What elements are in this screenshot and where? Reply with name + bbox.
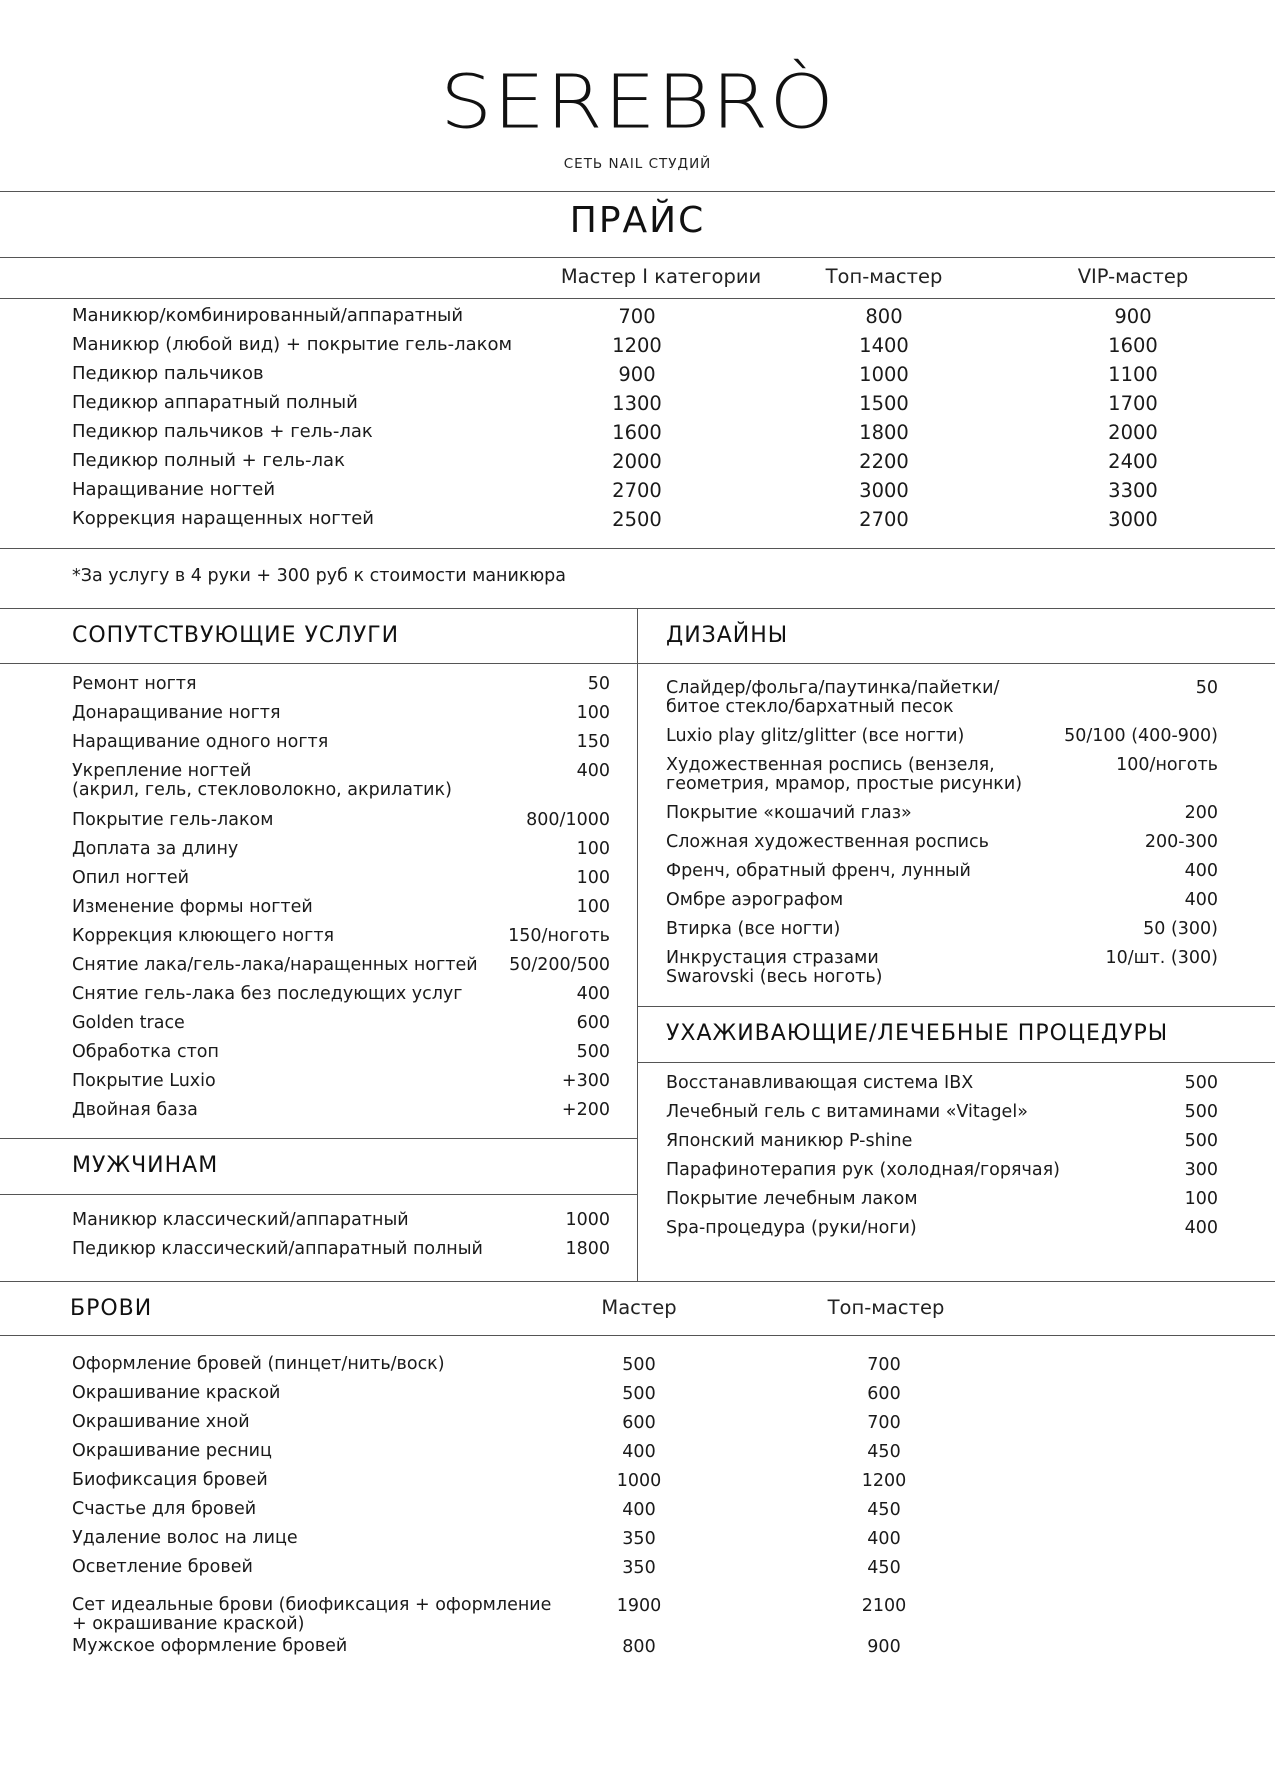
price-cell: 1700 [1108, 392, 1158, 415]
service-name: Педикюр классический/аппаратный полный [72, 1239, 483, 1259]
price-cell: 1100 [1108, 363, 1158, 386]
service-name: Ремонт ногтя [72, 674, 197, 694]
service-price: 150/ноготь [508, 926, 610, 946]
section-title-related: СОПУТСТВУЮЩИЕ УСЛУГИ [72, 623, 400, 648]
service-price: 500 [576, 1042, 610, 1062]
section-title-men: МУЖЧИНАМ [72, 1153, 219, 1178]
price-cell: 1200 [861, 1471, 907, 1491]
service-price: +300 [561, 1071, 610, 1091]
price-cell: 1400 [859, 334, 909, 357]
divider [0, 1194, 638, 1195]
service-name: Покрытие гель-лаком [72, 810, 274, 830]
column-header-top-master: Топ-мастер [825, 265, 943, 288]
service-name: Снятие лака/гель-лака/наращенных ногтей [72, 955, 478, 975]
section-title-designs: ДИЗАЙНЫ [666, 623, 789, 648]
service-name: Покрытие лечебным лаком [666, 1189, 918, 1209]
price-cell: 450 [867, 1558, 901, 1578]
price-cell: 800 [622, 1637, 656, 1657]
service-name: Покрытие Luxio [72, 1071, 216, 1091]
price-cell: 800 [865, 305, 903, 328]
service-price: 400 [1184, 1218, 1218, 1238]
price-cell: 350 [622, 1529, 656, 1549]
price-cell: 2700 [612, 479, 662, 502]
price-cell: 900 [867, 1637, 901, 1657]
price-cell: 500 [622, 1384, 656, 1404]
service-price: 50 [587, 674, 610, 694]
brand-tagline: СЕТЬ NAIL СТУДИЙ [563, 156, 712, 172]
price-cell: 2000 [612, 450, 662, 473]
service-price: 1800 [565, 1239, 610, 1259]
price-cell: 600 [867, 1384, 901, 1404]
column-header-master-1: Мастер I категории [560, 265, 762, 288]
service-name: Счастье для бровей [72, 1499, 257, 1519]
divider [0, 257, 1275, 258]
service-price: 800/1000 [526, 810, 610, 830]
service-price: 50/100 (400-900) [1064, 726, 1218, 746]
price-cell: 900 [1114, 305, 1152, 328]
divider [0, 663, 638, 664]
service-name: Доплата за длину [72, 839, 239, 859]
service-name: Педикюр полный + гель-лак [72, 450, 345, 471]
service-name: Укрепление ногтей [72, 761, 252, 781]
price-cell: 1900 [616, 1596, 662, 1616]
service-name: Снятие гель-лака без последующих услуг [72, 984, 463, 1004]
divider [0, 298, 1275, 299]
service-price: 100 [576, 839, 610, 859]
service-name: Удаление волос на лице [72, 1528, 298, 1548]
service-price: 200 [1184, 803, 1218, 823]
price-cell: 700 [867, 1413, 901, 1433]
divider [637, 1062, 1275, 1063]
service-price: 150 [576, 732, 610, 752]
service-name: Опил ногтей [72, 868, 190, 888]
price-cell: 3300 [1108, 479, 1158, 502]
service-price: 1000 [565, 1210, 610, 1230]
price-cell: 2400 [1108, 450, 1158, 473]
service-name: Омбре аэрографом [666, 890, 844, 910]
service-name: Окрашивание ресниц [72, 1441, 272, 1461]
price-cell: 1200 [612, 334, 662, 357]
service-name: Восстанавливающая система IBX [666, 1073, 974, 1093]
service-name: Педикюр пальчиков + гель-лак [72, 421, 373, 442]
price-cell: 500 [622, 1355, 656, 1375]
service-price: 200-300 [1144, 832, 1218, 852]
service-name: Маникюр классический/аппаратный [72, 1210, 409, 1230]
divider [0, 1281, 1275, 1282]
service-name: Коррекция наращенных ногтей [72, 508, 374, 529]
price-cell: 350 [622, 1558, 656, 1578]
service-name: Лечебный гель с витаминами «Vitagel» [666, 1102, 1028, 1122]
service-name: Покрытие «кошачий глаз» [666, 803, 912, 823]
column-header-vip-master: VIP-мастер [1077, 265, 1189, 288]
service-price: 400 [576, 984, 610, 1004]
service-name: Spa-процедура (руки/ноги) [666, 1218, 917, 1238]
service-name: Биофиксация бровей [72, 1470, 268, 1490]
section-title-brows: БРОВИ [70, 1296, 153, 1321]
service-price: +200 [561, 1100, 610, 1120]
price-cell: 400 [622, 1500, 656, 1520]
service-name: Осветление бровей [72, 1557, 253, 1577]
service-name: Сет идеальные брови (биофиксация + оформление [72, 1595, 552, 1615]
divider [0, 548, 1275, 549]
section-title-care: УХАЖИВАЮЩИЕ/ЛЕЧЕБНЫЕ ПРОЦЕДУРЫ [666, 1021, 1169, 1046]
service-name: Парафинотерапия рук (холодная/горячая) [666, 1160, 1060, 1180]
column-divider [637, 608, 638, 1281]
price-cell: 3000 [1108, 508, 1158, 531]
page-title: ПРАЙС [569, 200, 706, 241]
price-cell: 1000 [859, 363, 909, 386]
service-name-continued: + окрашивание краской) [72, 1614, 305, 1634]
service-name: Golden trace [72, 1013, 185, 1033]
service-price: 10/шт. (300) [1105, 948, 1218, 968]
service-name: Японский маникюр P-shine [666, 1131, 913, 1151]
service-price: 100 [576, 868, 610, 888]
column-header-brows-master: Мастер [601, 1296, 677, 1319]
service-name: Окрашивание хной [72, 1412, 250, 1432]
service-price: 100/ноготь [1116, 755, 1218, 775]
divider [0, 191, 1275, 192]
service-name: Инкрустация стразами [666, 948, 879, 968]
service-price: 100 [576, 703, 610, 723]
service-name: Педикюр аппаратный полный [72, 392, 358, 413]
service-price: 400 [1184, 890, 1218, 910]
price-cell: 1800 [859, 421, 909, 444]
service-name: Донаращивание ногтя [72, 703, 281, 723]
service-name: Наращивание ногтей [72, 479, 276, 500]
brand-logo: SEREBRÒ [440, 59, 835, 146]
price-cell: 2100 [861, 1596, 907, 1616]
price-cell: 1300 [612, 392, 662, 415]
service-name: Коррекция клюющего ногтя [72, 926, 335, 946]
service-name: Слайдер/фольга/паутинка/пайетки/ [666, 678, 1000, 698]
service-name: Мужское оформление бровей [72, 1636, 348, 1656]
price-cell: 400 [867, 1529, 901, 1549]
price-cell: 2700 [859, 508, 909, 531]
service-name: Френч, обратный френч, лунный [666, 861, 971, 881]
service-price: 400 [576, 761, 610, 781]
price-cell: 700 [618, 305, 656, 328]
price-cell: 3000 [859, 479, 909, 502]
service-name-continued: (акрил, гель, стекловолокно, акрилатик) [72, 780, 452, 800]
service-name: Втирка (все ногти) [666, 919, 841, 939]
service-price: 400 [1184, 861, 1218, 881]
service-name: Сложная художественная роспись [666, 832, 989, 852]
service-name-continued: Swarovski (весь ноготь) [666, 967, 883, 987]
service-price: 50/200/500 [509, 955, 610, 975]
price-cell: 400 [622, 1442, 656, 1462]
service-name: Художественная роспись (вензеля, [666, 755, 995, 775]
divider [637, 663, 1275, 664]
price-cell: 2200 [859, 450, 909, 473]
service-price: 100 [1184, 1189, 1218, 1209]
price-cell: 2000 [1108, 421, 1158, 444]
service-name: Двойная база [72, 1100, 198, 1120]
service-name: Педикюр пальчиков [72, 363, 264, 384]
divider [0, 1138, 638, 1139]
service-name-continued: геометрия, мрамор, простые рисунки) [666, 774, 1023, 794]
service-name: Маникюр (любой вид) + покрытие гель-лаком [72, 334, 513, 355]
service-name: Обработка стоп [72, 1042, 219, 1062]
price-cell: 450 [867, 1500, 901, 1520]
divider [637, 1006, 1275, 1007]
column-header-brows-top-master: Топ-мастер [827, 1296, 945, 1319]
service-price: 300 [1184, 1160, 1218, 1180]
service-price: 50 [1195, 678, 1218, 698]
footnote: *За услугу в 4 руки + 300 руб к стоимости маникюра [72, 566, 567, 586]
price-cell: 600 [622, 1413, 656, 1433]
service-price: 600 [576, 1013, 610, 1033]
price-cell: 1000 [616, 1471, 662, 1491]
divider [0, 1335, 1275, 1336]
service-price: 500 [1184, 1131, 1218, 1151]
service-name: Изменение формы ногтей [72, 897, 313, 917]
service-name: Маникюр/комбинированный/аппаратный [72, 305, 464, 326]
service-name: Оформление бровей (пинцет/нить/воск) [72, 1354, 445, 1374]
service-price: 500 [1184, 1073, 1218, 1093]
service-name: Luxio play glitz/glitter (все ногти) [666, 726, 965, 746]
service-price: 500 [1184, 1102, 1218, 1122]
price-cell: 2500 [612, 508, 662, 531]
price-cell: 900 [618, 363, 656, 386]
price-cell: 700 [867, 1355, 901, 1375]
price-cell: 1500 [859, 392, 909, 415]
price-cell: 450 [867, 1442, 901, 1462]
service-name-continued: битое стекло/бархатный песок [666, 697, 954, 717]
service-price: 100 [576, 897, 610, 917]
service-name: Окрашивание краской [72, 1383, 281, 1403]
price-cell: 1600 [612, 421, 662, 444]
service-price: 50 (300) [1143, 919, 1218, 939]
service-name: Наращивание одного ногтя [72, 732, 329, 752]
price-cell: 1600 [1108, 334, 1158, 357]
